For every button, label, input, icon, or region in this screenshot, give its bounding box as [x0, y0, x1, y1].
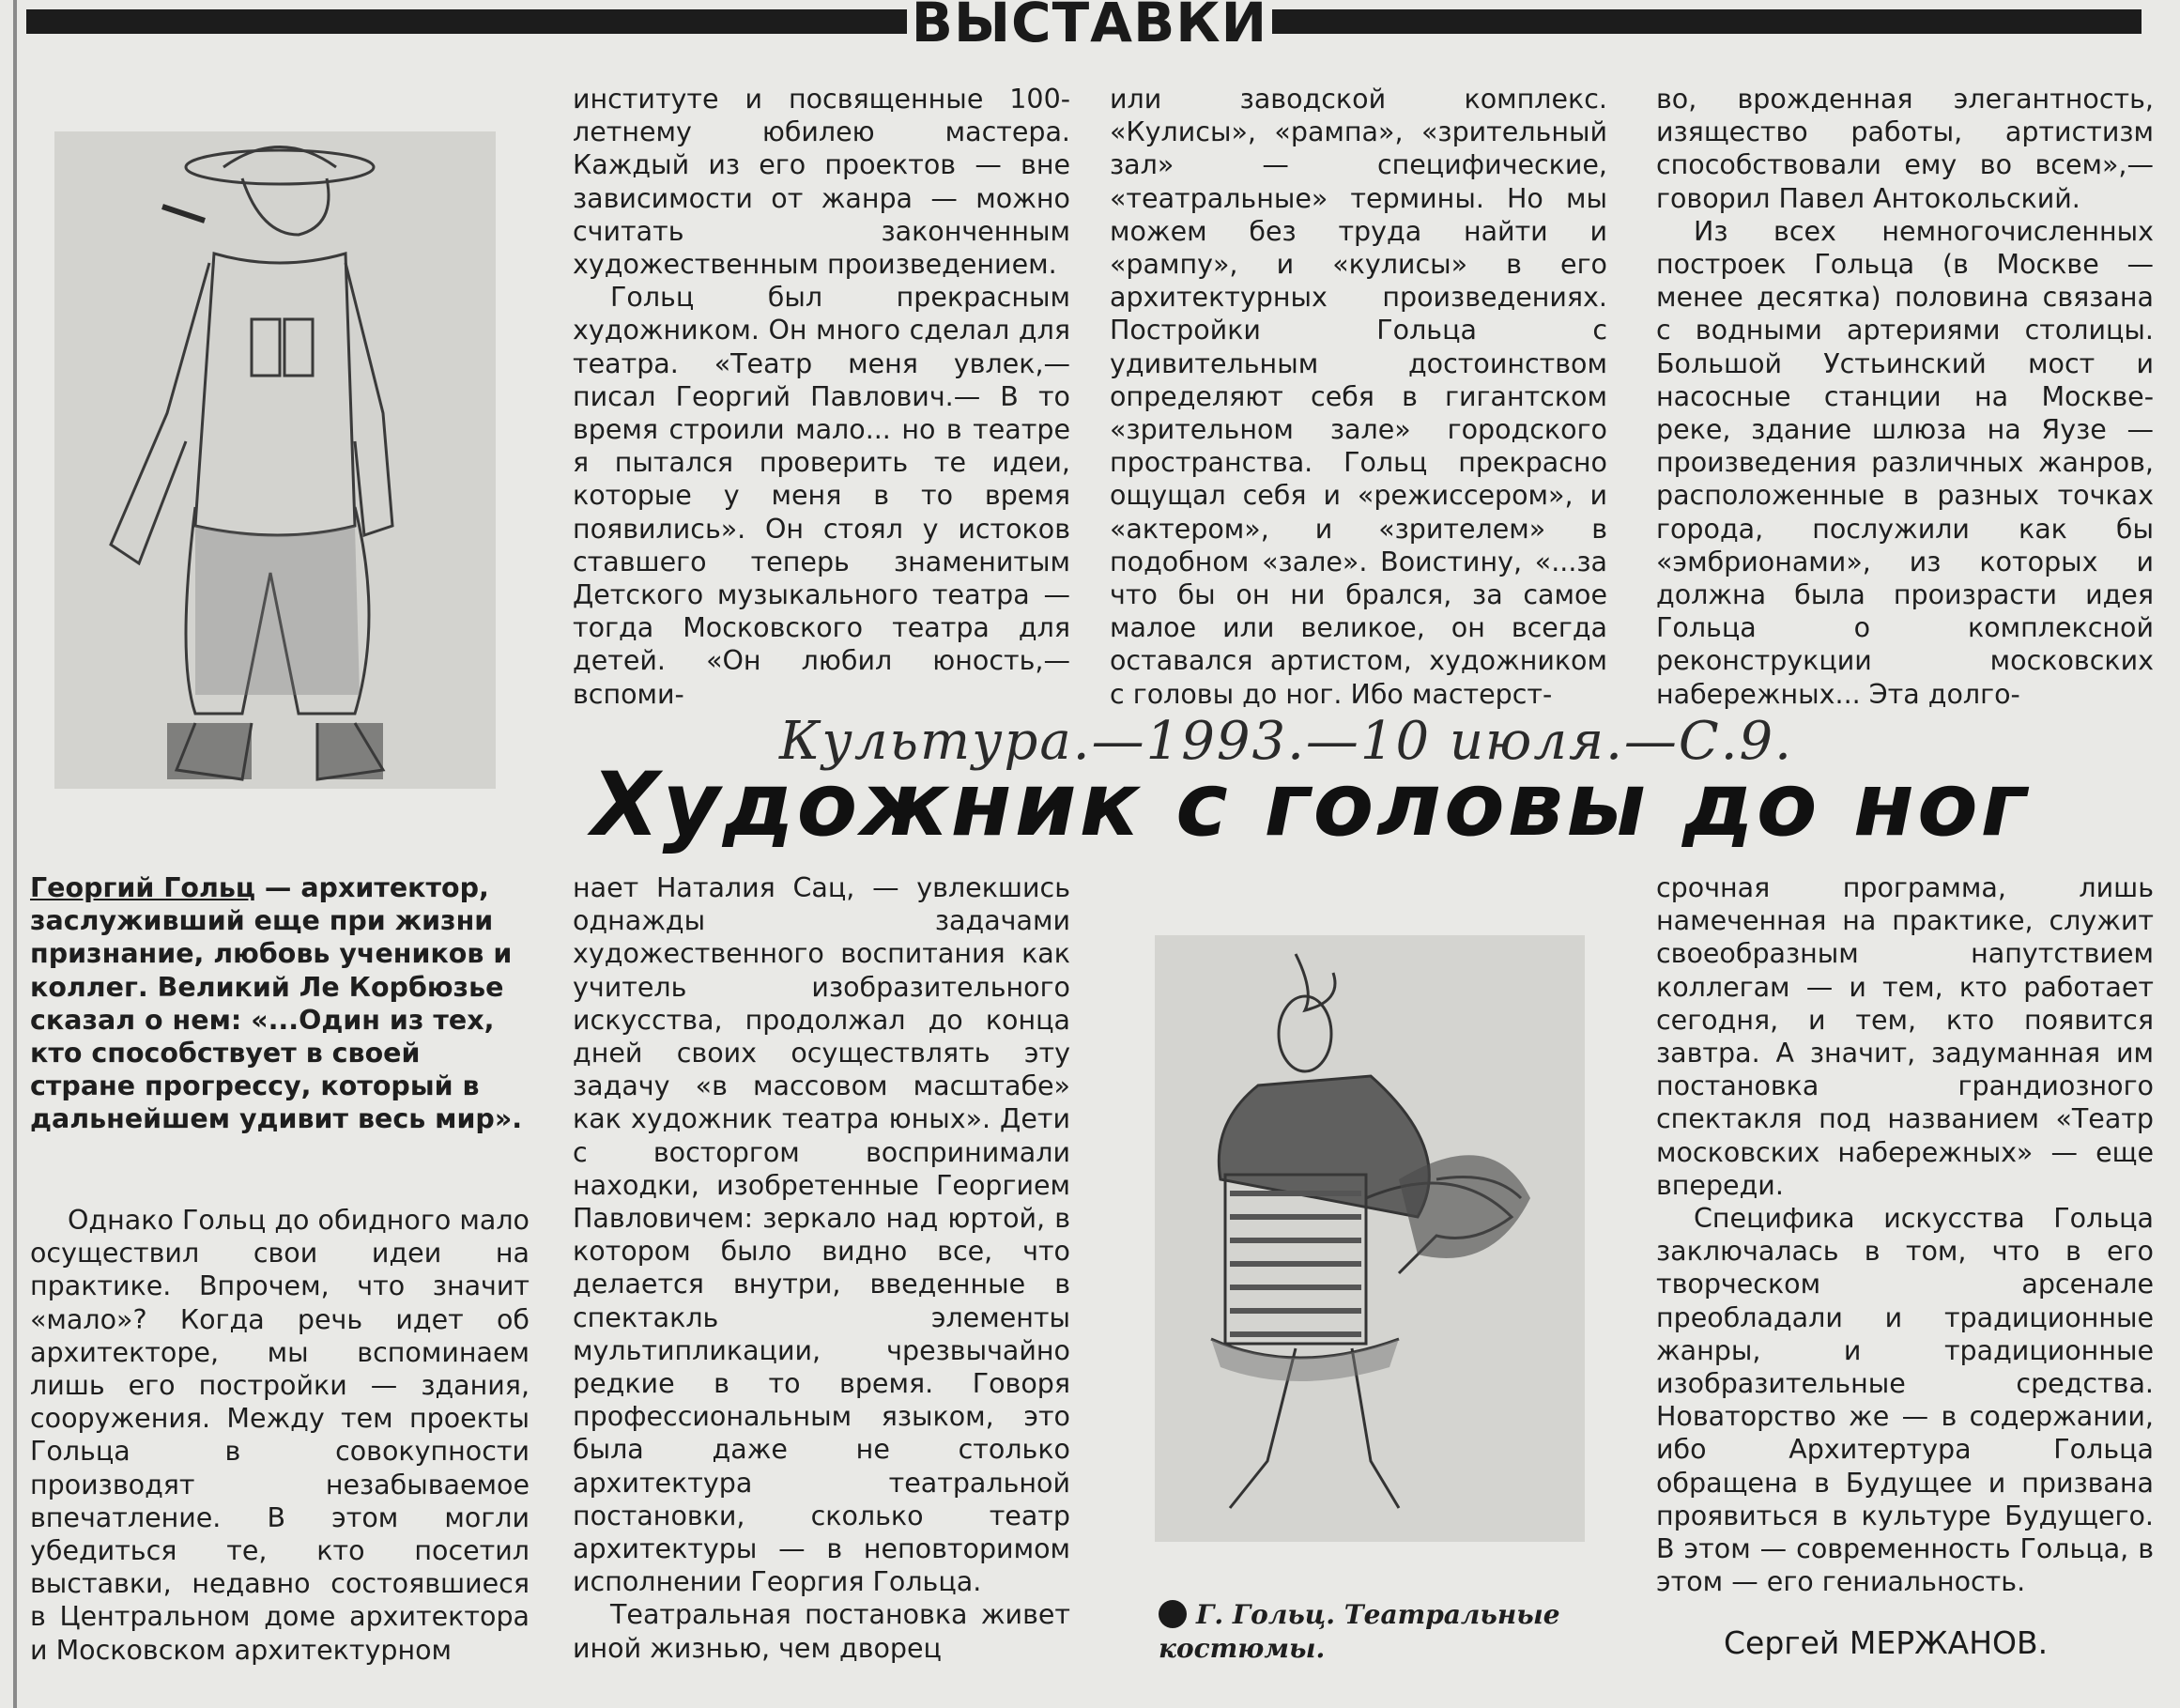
article-lede [30, 871, 530, 1136]
paragraph: нает Наталия Сац, — увлекшись однажды задачами художественного воспитания как учитель изобразительного искусства, продолжал до конца дней своих осуществлять эту задачу «в массовом масштабе» как художник театра юных». Дети с восторгом воспринимали находки, изобретенные Георгием Павловичем: зеркало над юртой, в котором было видно все, что делается внутри, введенные в спектакль элементы мультипликации, чрезвычайно редкие в то время. Говоря профессиональным языком, это была даже не столько архитектура театральной постановки, сколько театр архитектуры — в неповторимом исполнении Георгия Гольца. [573, 872, 1070, 1598]
handwritten-citation: Культура.—1993.—10 июля.—С.9. [779, 711, 1793, 772]
column-3-top [1656, 83, 2154, 711]
rubric-bar-right [1272, 9, 2142, 34]
column-0-bottom [30, 1204, 530, 1667]
caption-text: Г. Гольц. Театральные костюмы. [1159, 1599, 1560, 1664]
paragraph: или заводской комплекс. «Кулисы», «рампа», «зрительный зал» — специфические, «театральные» термины. Но мы можем без труда найти и «рампу», и «кулисы» в его архитектурных произведениях. Постройки Гольца с удивительным достоинством определяют себя в гигантском «зрительном зале» городского пространства. Гольц прекрасно ощущал себя и «режиссером», и «актером», и «зрителем» в подобном «зале». Воистину, «...за что бы он ни брался, за самое малое или великое, он всегда оставался артистом, художником с головы до ног. Ибо мастерст- [1110, 84, 1607, 710]
column-2-top [1110, 83, 1607, 711]
column-1-top [573, 83, 1070, 711]
rubric-bar-left [26, 9, 907, 34]
sketch-rooster-drawing [1155, 935, 1585, 1542]
article-headline: Художник с головы до ног [591, 754, 2030, 856]
sketch-explorer-drawing [54, 131, 496, 789]
bullet-dot-icon [1159, 1600, 1187, 1628]
paragraph: институте и посвященные 100-летнему юбилею мастера. Каждый из его проектов — вне зависимости от жанра — можно считать законченным художественным произведением. [573, 84, 1070, 281]
lede-text: — архитектор, заслуживший еще при жизни признание, любовь учеников и коллег. Великий Ле Корбюзье сказал о нем: «...Один из тех, кто способствует в своей стране прогрессу, который в дальнейшем удивит весь мир». [30, 872, 523, 1135]
column-1-bottom [573, 871, 1070, 1665]
costume-sketch-explorer [54, 131, 496, 789]
costume-sketch-rooster [1155, 935, 1585, 1542]
paragraph: Из всех немногочисленных построек Гольца (в Москве — менее десятка) половина связана с водными артериями столицы. Большой Устьинский мост и насосные станции на Москве-реке, здание шлюза на Яузе — произведения различных жанров, расположенные в разных точках города, послужили как бы «эмбрионами», из которых и должна была произрасти идея Гольца о комплексной реконструкции московских набережных... Эта долго- [1656, 215, 2154, 710]
author-signature: Сергей МЕРЖАНОВ. [1724, 1624, 2049, 1661]
column-3-bottom [1656, 871, 2154, 1598]
lede-name: Георгий Гольц [30, 872, 255, 903]
paragraph: Театральная постановка живет иной жизнью, чем дворец [573, 1599, 1070, 1664]
section-rubric: ВЫСТАВКИ [911, 0, 1268, 54]
paragraph: во, врожденная элегантность, изящество работы, артистизм способствовали ему во всем»,— говорил Павел Антокольский. [1656, 84, 2154, 214]
paragraph: Гольц был прекрасным художником. Он много сделал для театра. «Театр меня увлек,— писал Георгий Павлович.— В то время строили мало... но в театре я пытался проверить те идеи, которые у меня в то время появились». Он стоял у истоков ставшего теперь знаменитым Детского музыкального театра — тогда Московского театра для детей. «Он любил юность,— вспоми- [573, 282, 1070, 710]
figure-caption [1159, 1598, 1647, 1666]
paragraph: Специфика искусства Гольца заключалась в том, что в его творческом арсенале преобладали и традиционные жанры, и традиционные изобразительные средства. Новаторство же — в содержании, ибо Архитертура Гольца обращена в Будущее и призвана проявиться в культуре Будущего. В этом — современность Гольца, в этом — его гениальность. [1656, 1203, 2154, 1598]
paragraph: Однако Гольц до обидного мало осуществил свои идеи на практике. Впрочем, что значит «мало»? Когда речь идет об архитекторе, мы вспоминаем лишь его постройки — здания, сооружения. Между тем проекты Гольца в совокупности производят незабываемое впечатление. В этом могли убедиться те, кто посетил выставки, недавно состоявшиеся в Центральном доме архитектора и Московском архитектурном [30, 1205, 530, 1666]
paragraph: срочная программа, лишь намеченная на практике, служит своеобразным напутствием коллегам — и тем, кто работает сегодня, и тем, кто появится завтра. А значит, задуманная им постановка грандиозного спектакля под названием «Театр московских набережных» — еще впереди. [1656, 872, 2154, 1201]
page-edge-rule [13, 0, 17, 1708]
